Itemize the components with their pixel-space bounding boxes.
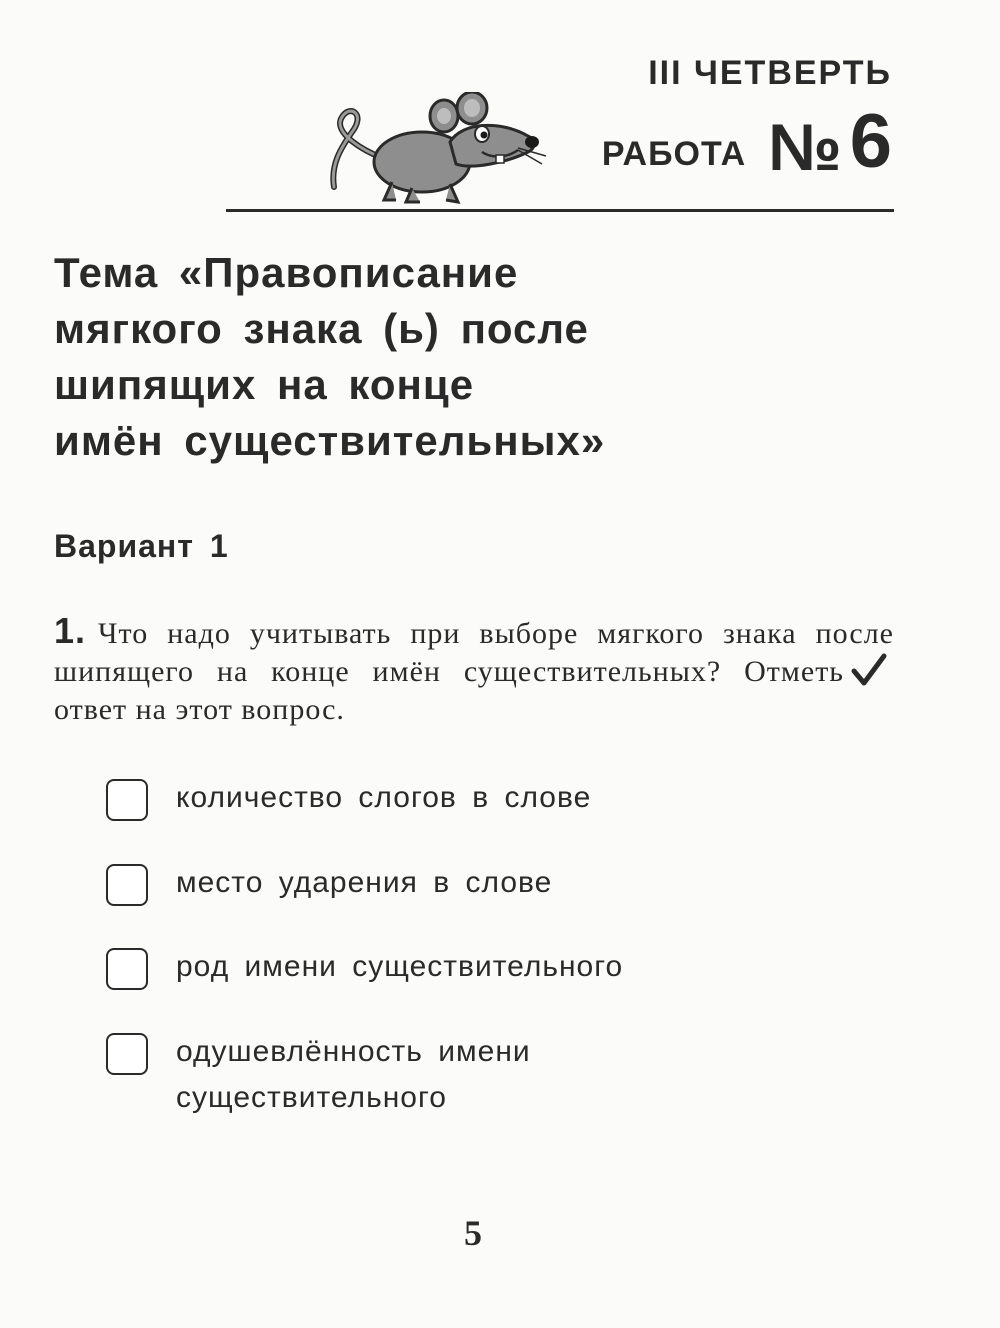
work-label: РАБОТА xyxy=(601,135,747,173)
answer-label: количество слогов в слове xyxy=(176,781,592,814)
answer-option[interactable] xyxy=(106,1033,596,1121)
answer-checkbox[interactable] xyxy=(106,1033,148,1075)
topic-line: имён существительных» xyxy=(54,417,606,464)
task-text-part1: Что надо учитывать при выборе мягкого знака после шипящего на конце имён существительных? Отметь xyxy=(54,617,894,688)
answer-label: одушевлённость имени существительного xyxy=(176,1035,531,1114)
answer-checkbox[interactable] xyxy=(106,948,148,990)
topic-line: мягкого знака (ь) после xyxy=(54,305,589,352)
quarter-title: III ЧЕТВЕРТЬ xyxy=(648,54,892,92)
answer-checkbox[interactable] xyxy=(106,864,148,906)
variant-label: Вариант 1 xyxy=(54,528,229,564)
task-number: 1. xyxy=(54,610,87,651)
work-number: 6 xyxy=(849,99,892,184)
answer-label: место ударения в слове xyxy=(176,866,553,899)
task-question xyxy=(54,612,894,729)
topic-line: Тема «Правописание xyxy=(54,249,519,296)
answer-checkbox[interactable] xyxy=(106,779,148,821)
page-number: 5 xyxy=(464,1213,482,1253)
answer-label: род имени существительного xyxy=(176,950,624,983)
answer-option[interactable] xyxy=(106,948,696,990)
checkmark-icon xyxy=(850,653,888,687)
topic-title xyxy=(54,245,754,469)
task-text-part2: ответ на этот вопрос. xyxy=(54,693,345,726)
mouse-illustration xyxy=(322,92,552,212)
number-sign: № xyxy=(768,110,840,184)
work-heading xyxy=(601,99,892,184)
answer-option[interactable] xyxy=(106,779,696,821)
header-divider xyxy=(226,209,894,212)
answer-option[interactable] xyxy=(106,864,696,906)
topic-line: шипящих на конце xyxy=(54,361,475,408)
